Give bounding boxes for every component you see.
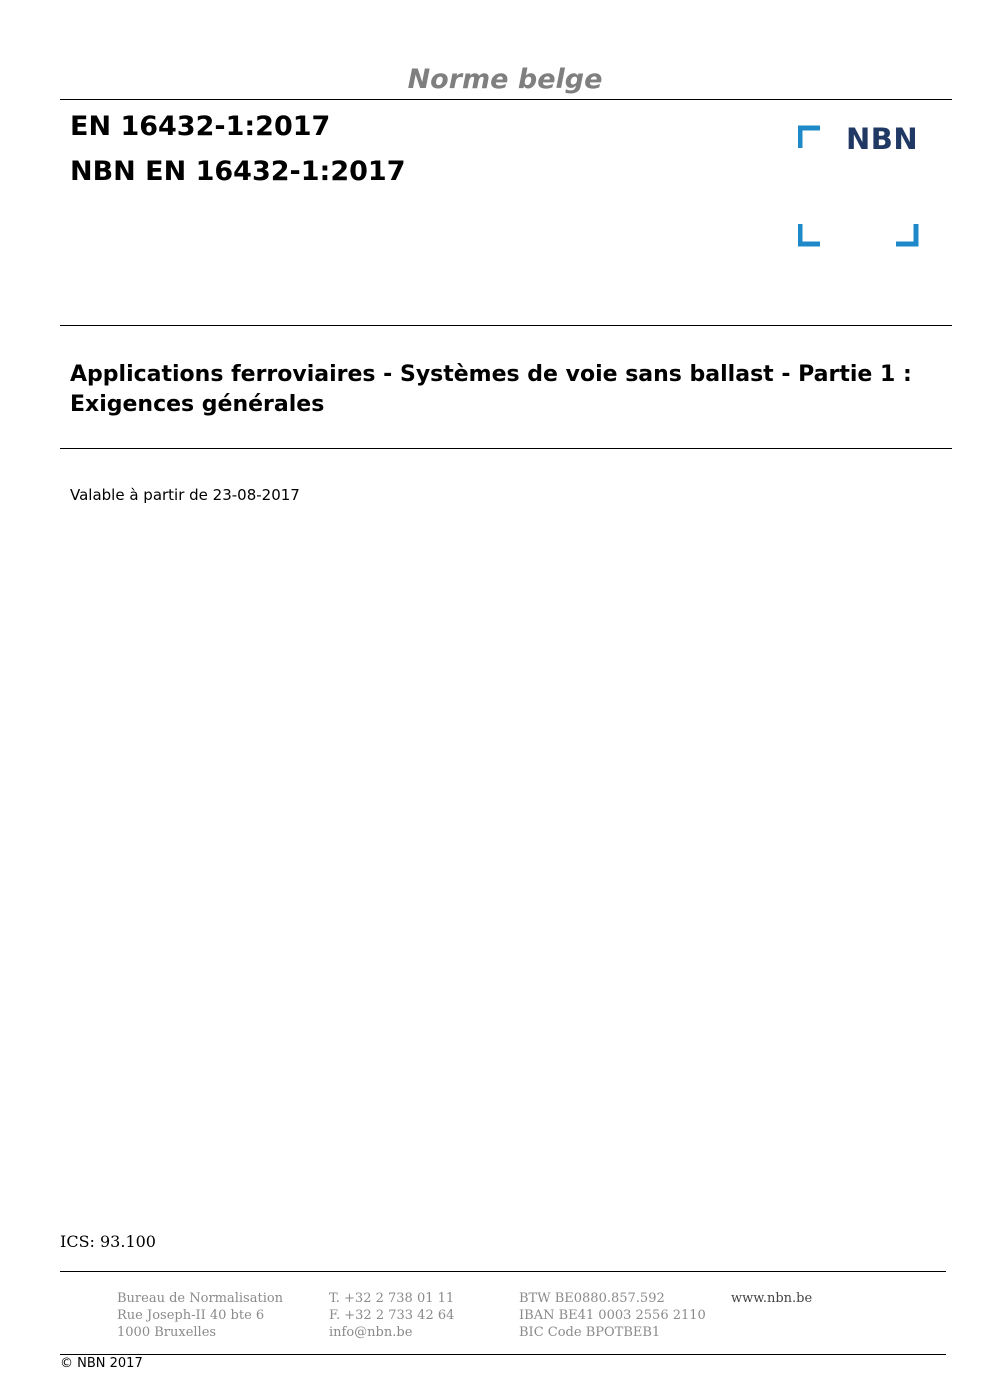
footer-fax: F. +32 2 733 42 64 xyxy=(329,1308,455,1323)
ics-code: ICS: 93.100 xyxy=(60,1232,156,1251)
divider-footer-bottom xyxy=(60,1354,946,1355)
footer-iban: IBAN BE41 0003 2556 2110 xyxy=(519,1308,706,1323)
validity-date: Valable à partir de 23-08-2017 xyxy=(70,486,300,504)
standard-number-en: EN 16432-1:2017 xyxy=(70,111,331,142)
footer-address-line: Rue Joseph-II 40 bte 6 xyxy=(117,1308,265,1323)
footer-website xyxy=(731,1290,812,1307)
footer-bank xyxy=(519,1290,706,1341)
nbn-logo xyxy=(798,124,922,248)
standard-number-nbn: NBN EN 16432-1:2017 xyxy=(70,156,406,187)
document-title: Applications ferroviaires - Systèmes de voie sans ballast - Partie 1 : Exigences générales xyxy=(70,362,912,417)
divider-below-title xyxy=(60,448,952,449)
document-type-heading: Norme belge xyxy=(407,64,603,95)
copyright: © NBN 2017 xyxy=(60,1356,143,1371)
footer-address-line: Bureau de Normalisation xyxy=(117,1291,284,1306)
divider-above-title xyxy=(60,325,952,326)
footer-phone: T. +32 2 738 01 11 xyxy=(329,1291,455,1306)
logo-text: NBN xyxy=(846,122,919,156)
divider-top xyxy=(60,99,952,100)
footer-bic: BIC Code BPOTBEB1 xyxy=(519,1325,661,1340)
footer-address-line: 1000 Bruxelles xyxy=(117,1325,217,1340)
divider-footer-top xyxy=(60,1271,946,1272)
footer-website-link: www.nbn.be xyxy=(731,1291,813,1306)
footer-contact xyxy=(329,1290,454,1341)
footer-email: info@nbn.be xyxy=(329,1325,413,1340)
footer-vat: BTW BE0880.857.592 xyxy=(519,1291,665,1306)
footer-address xyxy=(117,1290,283,1341)
